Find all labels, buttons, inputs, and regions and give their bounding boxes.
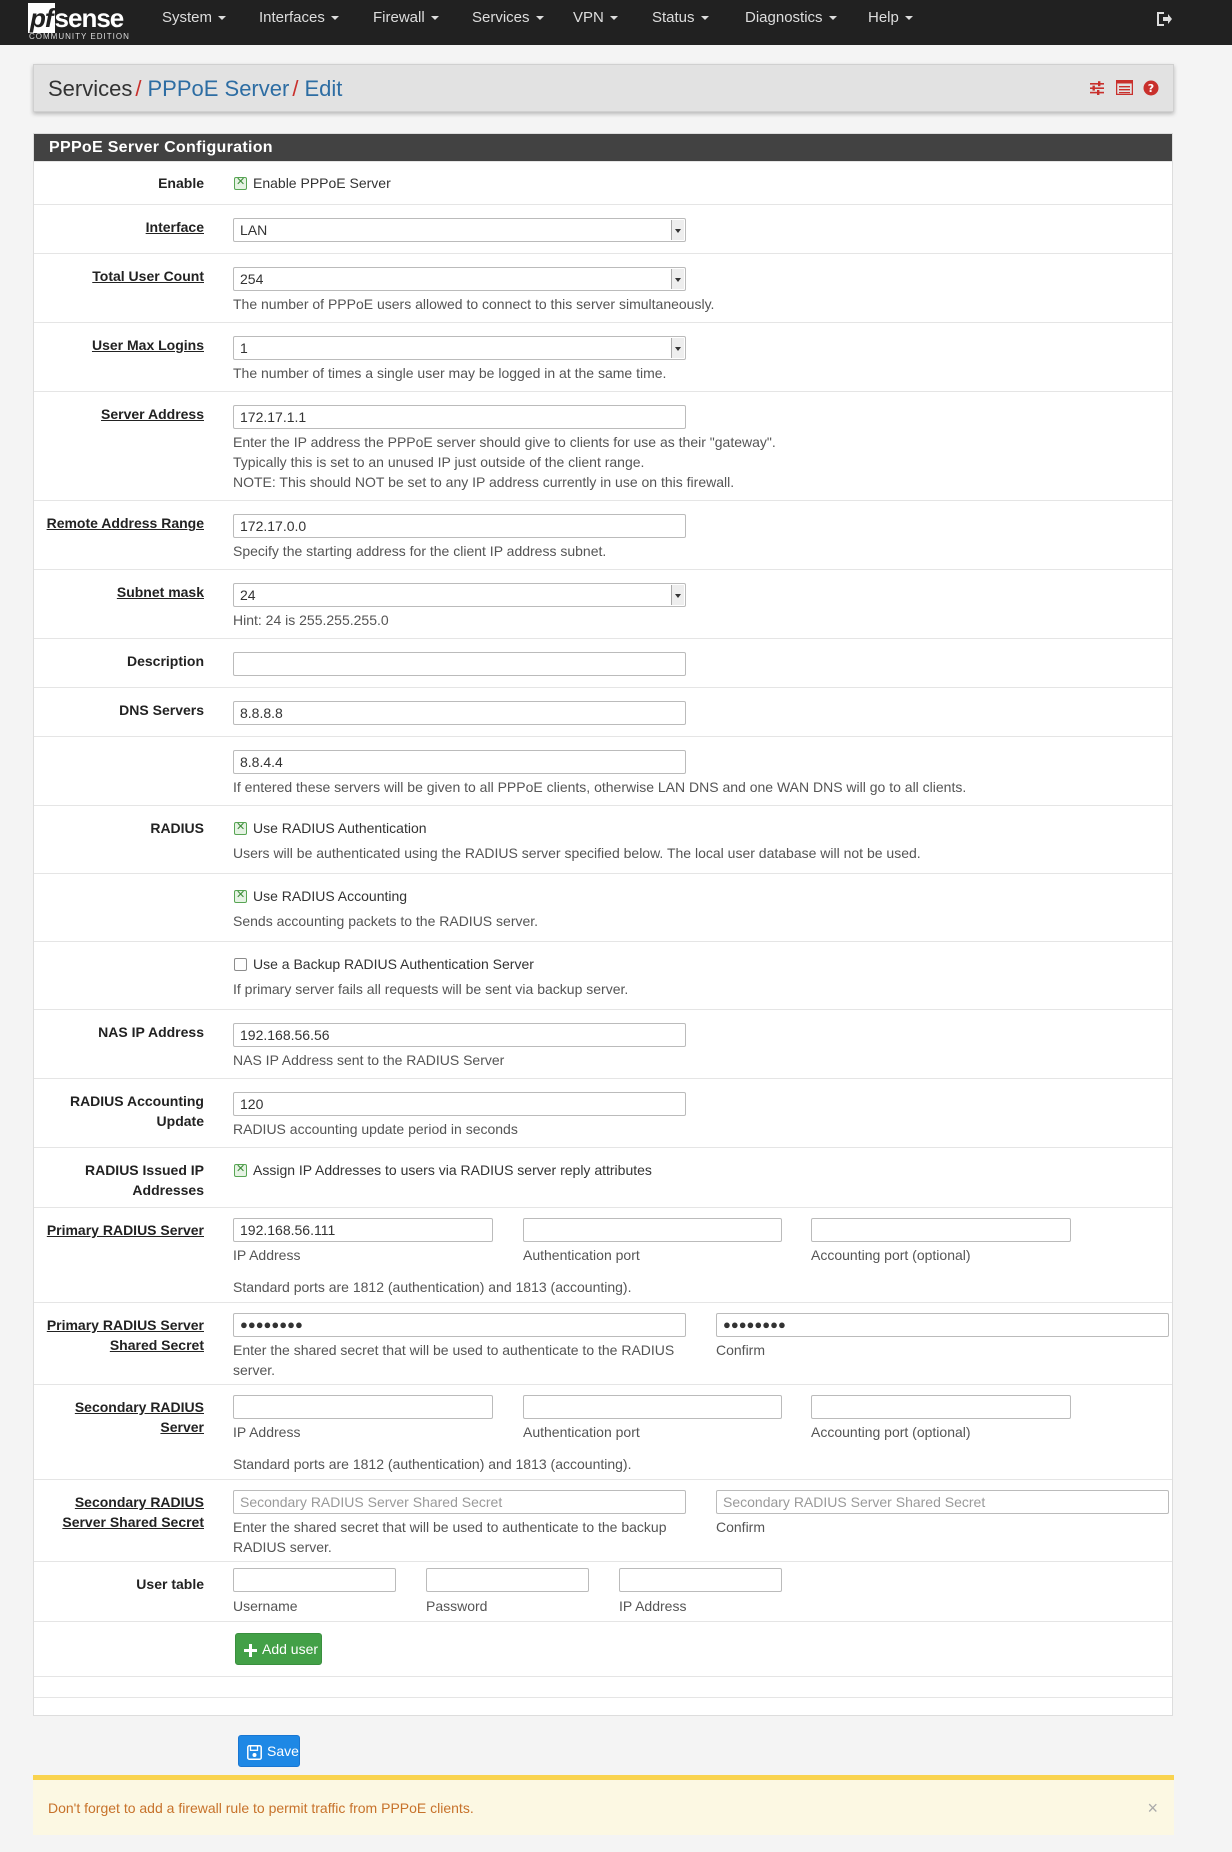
nas-ip-input[interactable]: 192.168.56.56 bbox=[233, 1023, 686, 1047]
primary-radius-acct-port-input[interactable] bbox=[811, 1218, 1071, 1242]
secondary-radius-help: Standard ports are 1812 (authentication) and 1813 (accounting). bbox=[233, 1456, 632, 1472]
radius-acct-update-input[interactable]: 120 bbox=[233, 1092, 686, 1116]
nav-interfaces[interactable] bbox=[259, 0, 339, 45]
secondary-radius-auth-caption: Authentication port bbox=[523, 1424, 640, 1440]
pfsense-logo[interactable] bbox=[28, 2, 138, 42]
save-button[interactable] bbox=[238, 1735, 300, 1767]
nas-ip-help: NAS IP Address sent to the RADIUS Server bbox=[233, 1052, 505, 1068]
interface-select-value: LAN bbox=[240, 222, 268, 238]
secondary-radius-secret-label-1[interactable]: Secondary RADIUS bbox=[74, 1494, 204, 1510]
radius-accounting-checkbox[interactable] bbox=[234, 890, 247, 903]
radius-acct-update-label-1: RADIUS Accounting bbox=[69, 1093, 204, 1109]
row-radius-backup bbox=[34, 941, 1172, 1009]
add-user-label: Add user bbox=[262, 1641, 319, 1657]
nav-firewall-label: Firewall bbox=[373, 9, 425, 26]
radius-issued-ip-label-2: Addresses bbox=[132, 1182, 204, 1198]
select-arrow-icon bbox=[671, 585, 684, 605]
user-table-ip-input[interactable] bbox=[619, 1568, 782, 1592]
primary-radius-secret-input[interactable]: ●●●●●●●● bbox=[233, 1313, 686, 1337]
primary-radius-ip-caption: IP Address bbox=[233, 1247, 301, 1263]
dns-servers-help: If entered these servers will be given to all PPPoE clients, otherwise LAN DNS and one WAN DNS will go to all clients. bbox=[233, 779, 967, 795]
logout-icon[interactable] bbox=[1155, 10, 1173, 28]
user-max-logins-select[interactable] bbox=[233, 336, 686, 360]
primary-radius-secret-confirm-input[interactable]: ●●●●●●●● bbox=[716, 1313, 1169, 1337]
primary-radius-acct-caption: Accounting port (optional) bbox=[811, 1247, 971, 1263]
brand-sense: sense bbox=[54, 3, 124, 33]
subnet-mask-help: Hint: 24 is 255.255.255.0 bbox=[233, 612, 389, 628]
description-label: Description bbox=[126, 653, 204, 669]
radius-acct-update-label-2: Update bbox=[156, 1113, 204, 1129]
nav-interfaces-label: Interfaces bbox=[259, 9, 325, 26]
user-max-logins-value: 1 bbox=[240, 340, 248, 356]
row-primary-radius-server bbox=[34, 1207, 1172, 1302]
nav-firewall[interactable] bbox=[373, 0, 439, 45]
dns-servers-label: DNS Servers bbox=[119, 702, 204, 718]
breadcrumb-separator: / bbox=[292, 76, 299, 101]
row-radius-auth bbox=[34, 805, 1172, 873]
save-label: Save bbox=[267, 1743, 299, 1759]
radius-backup-help: If primary server fails all requests will be sent via backup server. bbox=[233, 981, 629, 997]
primary-radius-auth-port-input[interactable] bbox=[523, 1218, 782, 1242]
primary-radius-server-label[interactable]: Primary RADIUS Server bbox=[46, 1222, 204, 1238]
nav-status-label: Status bbox=[652, 9, 695, 26]
caret-down-icon bbox=[701, 16, 709, 20]
total-user-count-value: 254 bbox=[240, 271, 264, 287]
secondary-radius-secret-help-1: Enter the shared secret that will be used to authenticate to the backup bbox=[233, 1519, 667, 1535]
radius-accounting-checkbox-label[interactable]: Use RADIUS Accounting bbox=[253, 888, 408, 904]
row-nas-ip bbox=[34, 1009, 1172, 1078]
breadcrumb-pppoe-server-link[interactable]: PPPoE Server bbox=[147, 76, 290, 101]
row-spacer bbox=[34, 1676, 1172, 1697]
row-secondary-radius-secret bbox=[34, 1479, 1172, 1561]
secondary-radius-secret-label-2[interactable]: Server Shared Secret bbox=[62, 1514, 204, 1530]
enable-checkbox-label[interactable]: Enable PPPoE Server bbox=[253, 175, 391, 191]
firewall-rule-alert bbox=[33, 1775, 1174, 1835]
user-max-logins-help: The number of times a single user may be logged in at the same time. bbox=[233, 365, 667, 381]
primary-radius-secret-label-2[interactable]: Shared Secret bbox=[109, 1337, 204, 1353]
nav-services[interactable] bbox=[472, 0, 544, 45]
select-arrow-icon bbox=[671, 338, 684, 358]
caret-down-icon bbox=[829, 16, 837, 20]
radius-backup-checkbox-label[interactable]: Use a Backup RADIUS Authentication Server bbox=[253, 956, 534, 972]
row-interface bbox=[34, 204, 1172, 253]
breadcrumb-separator: / bbox=[135, 76, 142, 101]
radius-auth-checkbox-label[interactable]: Use RADIUS Authentication bbox=[253, 820, 427, 836]
secondary-radius-server-label-1[interactable]: Secondary RADIUS bbox=[74, 1399, 204, 1415]
secondary-radius-secret-input[interactable]: Secondary RADIUS Server Shared Secret bbox=[233, 1490, 686, 1514]
nav-help-label: Help bbox=[868, 9, 899, 26]
subnet-mask-value: 24 bbox=[240, 587, 256, 603]
row-description bbox=[34, 638, 1172, 687]
row-radius-accounting bbox=[34, 873, 1172, 941]
nav-system-label: System bbox=[162, 9, 213, 26]
radius-auth-help: Users will be authenticated using the RADIUS server specified below. The local user database will not be used. bbox=[233, 845, 921, 861]
row-user-table bbox=[34, 1561, 1172, 1621]
pppoe-config-panel bbox=[33, 133, 1173, 1716]
nav-vpn-label: VPN bbox=[573, 9, 604, 26]
caret-down-icon bbox=[905, 16, 913, 20]
primary-radius-confirm-caption: Confirm bbox=[716, 1342, 766, 1358]
log-list-icon[interactable] bbox=[1116, 80, 1133, 95]
row-spacer-2 bbox=[34, 1697, 1172, 1715]
breadcrumb-edit-link[interactable]: Edit bbox=[304, 76, 343, 101]
radius-accounting-help: Sends accounting packets to the RADIUS server. bbox=[233, 913, 539, 929]
row-add-user bbox=[34, 1621, 1172, 1676]
breadcrumb bbox=[33, 64, 1174, 112]
caret-down-icon bbox=[218, 16, 226, 20]
row-user-max-logins bbox=[34, 322, 1172, 391]
user-table-username-caption: Username bbox=[233, 1598, 298, 1614]
primary-radius-secret-help-1: Enter the shared secret that will be used to authenticate to the RADIUS bbox=[233, 1342, 675, 1358]
caret-down-icon bbox=[610, 16, 618, 20]
total-user-count-help: The number of PPPoE users allowed to connect to this server simultaneously. bbox=[233, 296, 715, 312]
radius-acct-update-help: RADIUS accounting update period in seconds bbox=[233, 1121, 518, 1137]
radius-backup-checkbox[interactable] bbox=[234, 958, 247, 971]
user-table-label: User table bbox=[136, 1576, 204, 1592]
interface-select[interactable] bbox=[233, 218, 686, 242]
nav-diagnostics-label: Diagnostics bbox=[745, 9, 823, 26]
secondary-radius-secret-confirm-input[interactable]: Secondary RADIUS Server Shared Secret bbox=[716, 1490, 1169, 1514]
plus-icon bbox=[244, 1644, 257, 1657]
secondary-radius-auth-port-input[interactable] bbox=[523, 1395, 782, 1419]
select-arrow-icon bbox=[671, 269, 684, 289]
radius-auth-checkbox[interactable] bbox=[234, 822, 247, 835]
add-user-button[interactable] bbox=[235, 1633, 322, 1665]
breadcrumb-services: Services bbox=[48, 76, 133, 101]
total-user-count-label[interactable]: Total User Count bbox=[92, 268, 204, 284]
subnet-mask-select[interactable] bbox=[233, 583, 686, 607]
server-address-help-2: Typically this is set to an unused IP just outside of the client range. bbox=[233, 454, 645, 470]
secondary-radius-confirm-caption: Confirm bbox=[716, 1519, 766, 1535]
primary-radius-ip-input[interactable]: 192.168.56.111 bbox=[233, 1218, 493, 1242]
brand-edition: COMMUNITY EDITION bbox=[29, 32, 130, 41]
total-user-count-select[interactable] bbox=[233, 267, 686, 291]
row-remote-address-range bbox=[34, 500, 1172, 569]
help-icon[interactable] bbox=[1143, 80, 1159, 96]
server-address-help-3: NOTE: This should NOT be set to any IP address currently in use on this firewall. bbox=[233, 474, 735, 490]
user-max-logins-label[interactable]: User Max Logins bbox=[91, 337, 204, 353]
server-address-help-1: Enter the IP address the PPPoE server should give to clients for use as their "gateway". bbox=[233, 434, 776, 450]
server-address-input[interactable]: 172.17.1.1 bbox=[233, 405, 686, 429]
row-server-address bbox=[34, 391, 1172, 500]
caret-down-icon bbox=[536, 16, 544, 20]
dns-server-2-input[interactable]: 8.8.4.4 bbox=[233, 750, 686, 774]
nav-services-label: Services bbox=[472, 9, 530, 26]
remote-address-range-input[interactable]: 172.17.0.0 bbox=[233, 514, 686, 538]
row-primary-radius-secret bbox=[34, 1302, 1172, 1384]
nav-status[interactable] bbox=[652, 0, 709, 45]
primary-radius-secret-label-1[interactable]: Primary RADIUS Server bbox=[46, 1317, 204, 1333]
brand-pf: pf bbox=[30, 3, 53, 33]
secondary-radius-ip-caption: IP Address bbox=[233, 1424, 301, 1440]
user-table-password-caption: Password bbox=[426, 1598, 488, 1614]
select-arrow-icon bbox=[671, 220, 684, 240]
primary-radius-auth-caption: Authentication port bbox=[523, 1247, 640, 1263]
primary-radius-secret-help-2: server. bbox=[233, 1362, 276, 1378]
secondary-radius-acct-port-input[interactable] bbox=[811, 1395, 1071, 1419]
server-address-label[interactable]: Server Address bbox=[101, 406, 204, 422]
row-subnet-mask bbox=[34, 569, 1172, 638]
radius-issued-ip-label-1: RADIUS Issued IP bbox=[84, 1162, 204, 1178]
description-input[interactable] bbox=[233, 652, 686, 676]
nav-help[interactable] bbox=[868, 0, 913, 45]
sliders-icon[interactable] bbox=[1089, 80, 1105, 96]
row-dns-servers-2 bbox=[34, 736, 1172, 805]
primary-radius-help: Standard ports are 1812 (authentication) and 1813 (accounting). bbox=[233, 1279, 632, 1295]
radius-label: RADIUS bbox=[150, 820, 204, 836]
nav-vpn[interactable] bbox=[573, 0, 618, 45]
user-table-username-input[interactable] bbox=[233, 1568, 396, 1592]
secondary-radius-secret-help-2: RADIUS server. bbox=[233, 1539, 332, 1555]
secondary-radius-ip-input[interactable] bbox=[233, 1395, 493, 1419]
interface-label[interactable]: Interface bbox=[145, 219, 204, 235]
row-radius-acct-update bbox=[34, 1078, 1172, 1147]
alert-text: Don't forget to add a firewall rule to permit traffic from PPPoE clients. bbox=[48, 1800, 474, 1816]
caret-down-icon bbox=[331, 16, 339, 20]
remote-address-range-help: Specify the starting address for the client IP address subnet. bbox=[233, 543, 607, 559]
floppy-disk-icon bbox=[247, 1745, 262, 1760]
user-table-password-input[interactable] bbox=[426, 1568, 589, 1592]
secondary-radius-server-label-2[interactable]: Server bbox=[160, 1419, 204, 1435]
subnet-mask-label[interactable]: Subnet mask bbox=[116, 584, 204, 600]
radius-issued-ip-checkbox[interactable] bbox=[234, 1164, 247, 1177]
alert-close-icon[interactable]: × bbox=[1147, 1798, 1158, 1818]
nas-ip-label: NAS IP Address bbox=[98, 1024, 204, 1040]
panel-title: PPPoE Server Configuration bbox=[34, 134, 1172, 161]
row-dns-servers bbox=[34, 687, 1172, 736]
radius-issued-ip-checkbox-label[interactable]: Assign IP Addresses to users via RADIUS server reply attributes bbox=[253, 1162, 652, 1178]
caret-down-icon bbox=[431, 16, 439, 20]
nav-system[interactable] bbox=[162, 0, 226, 45]
row-total-user-count bbox=[34, 253, 1172, 322]
svg-text:?: ? bbox=[1147, 81, 1155, 95]
row-secondary-radius-server bbox=[34, 1384, 1172, 1479]
user-table-ip-caption: IP Address bbox=[619, 1598, 687, 1614]
row-enable bbox=[34, 161, 1172, 204]
enable-label: Enable bbox=[158, 175, 204, 191]
top-navbar bbox=[0, 0, 1232, 45]
enable-checkbox[interactable] bbox=[234, 177, 247, 190]
nav-diagnostics[interactable] bbox=[745, 0, 837, 45]
secondary-radius-acct-caption: Accounting port (optional) bbox=[811, 1424, 971, 1440]
remote-address-range-label[interactable]: Remote Address Range bbox=[46, 515, 204, 531]
row-radius-issued-ip bbox=[34, 1147, 1172, 1207]
dns-server-1-input[interactable]: 8.8.8.8 bbox=[233, 701, 686, 725]
